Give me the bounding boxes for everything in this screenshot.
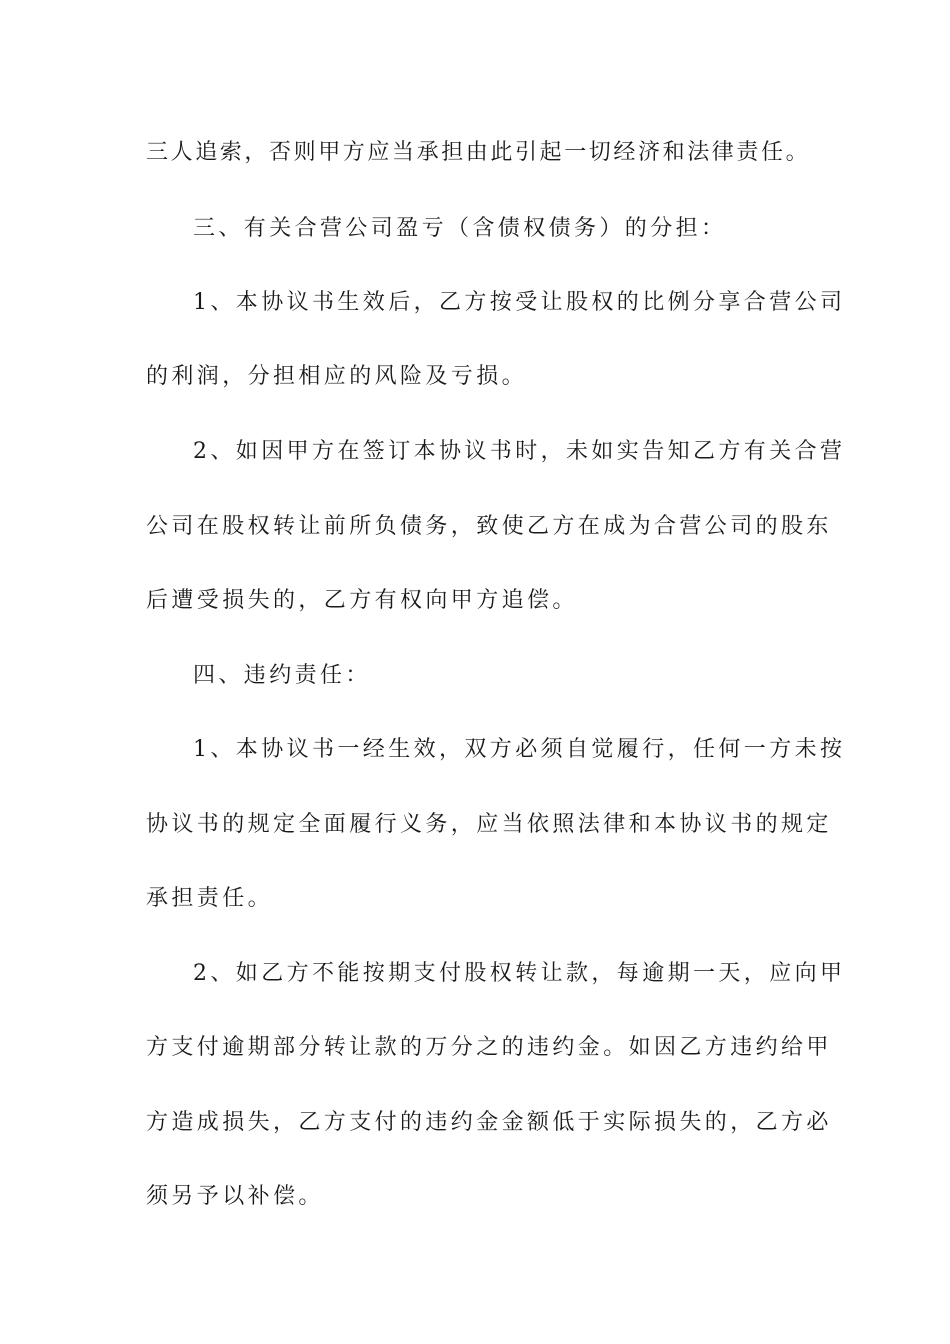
text-line-12: 2、如乙方不能按期支付股权转让款，每逾期一天，应向甲 — [193, 961, 846, 986]
text-line-4: 的利润，分担相应的风险及亏损。 — [146, 364, 528, 389]
text-line-1: 三人追索，否则甲方应当承担由此引起一切经济和法律责任。 — [146, 140, 811, 165]
text-line-15: 须另予以补偿。 — [146, 1184, 324, 1209]
text-line-11: 承担责任。 — [146, 886, 274, 911]
text-line-3: 1、本协议书生效后，乙方按受让股权的比例分享合营公司 — [193, 290, 846, 315]
text-line-14: 方造成损失，乙方支付的违约金金额低于实际损失的，乙方必 — [146, 1110, 832, 1135]
text-line-10: 协议书的规定全面履行义务，应当依照法律和本协议书的规定 — [146, 812, 832, 837]
text-line-7: 后遭受损失的，乙方有权向甲方追偿。 — [146, 588, 578, 613]
text-line-6: 公司在股权转让前所负债务，致使乙方在成为合营公司的股东 — [146, 514, 832, 539]
text-line-9: 1、本协议书一经生效，双方必须自觉履行，任何一方未按 — [193, 737, 846, 762]
text-line-5: 2、如因甲方在签订本协议书时，未如实告知乙方有关合营 — [193, 439, 846, 464]
section-heading-3: 三、有关合营公司盈亏（含债权债务）的分担： — [193, 216, 727, 241]
text-line-13: 方支付逾期部分转让款的万分之的违约金。如因乙方违约给甲 — [146, 1035, 832, 1060]
section-heading-4: 四、违约责任： — [193, 663, 371, 688]
